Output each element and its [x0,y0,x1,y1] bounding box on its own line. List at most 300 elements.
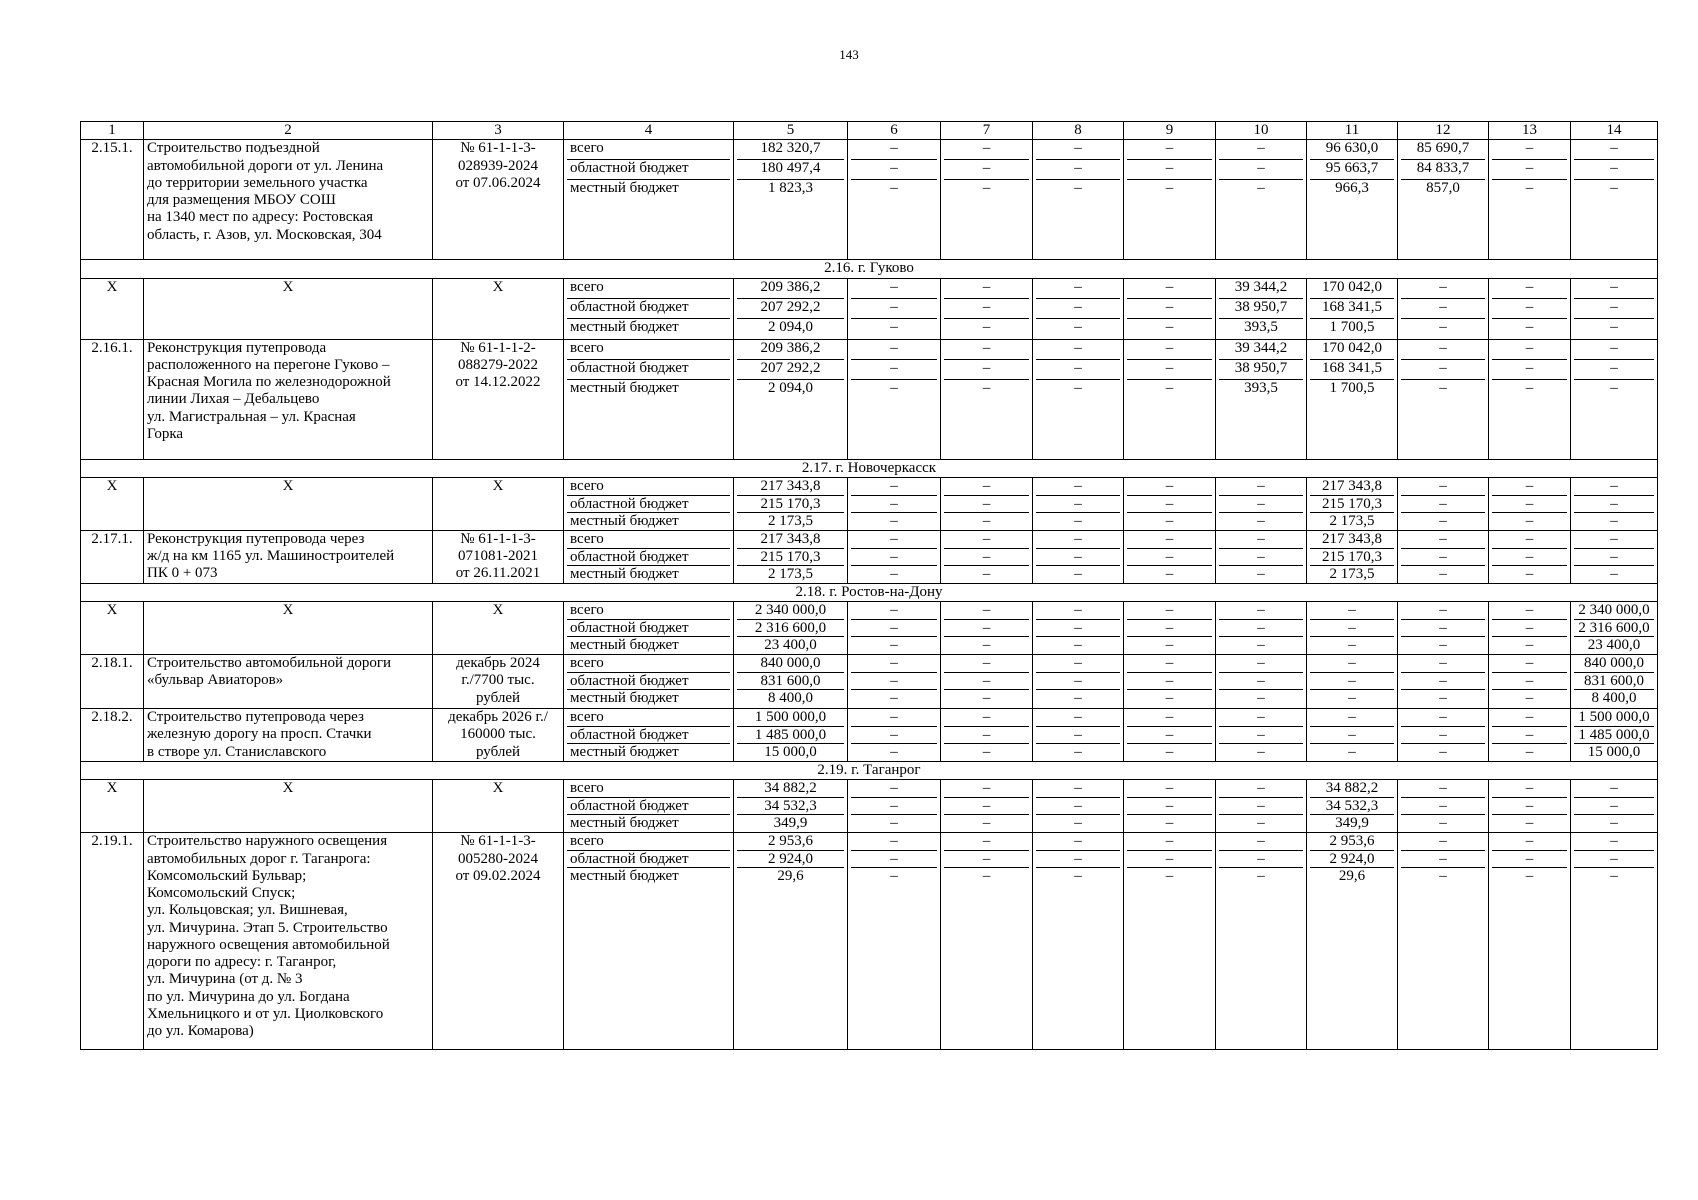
value-cell: 831 600,0 [1574,673,1654,690]
value-cell: – [1036,673,1120,690]
value-cell: – [1036,160,1120,180]
value-cell: 2 924,0 [737,851,844,868]
value-column [734,477,848,530]
page-number: 143 [839,47,859,62]
value-cell: 2 173,5 [768,565,813,582]
value-cell: – [1525,815,1534,832]
value-cell: 38 950,7 [1219,360,1303,380]
item-document-line: № 61-1-1-3- [460,530,536,547]
value-cell: – [1219,798,1303,815]
value-column [734,780,848,833]
value-cell: – [1401,531,1485,549]
value-cell: – [890,744,898,760]
value-cell: – [1610,512,1618,529]
value-cell: – [1492,798,1567,815]
item-name-line: до ул. Комарова) [147,1023,254,1039]
value-cell: 1 700,5 [1329,318,1375,335]
value-cell: – [851,496,937,513]
section-title: 2.18. г. Ростов-на-Дону [81,583,1658,601]
value-cell: – [1127,655,1212,673]
value-cell: – [1401,851,1485,868]
value-cell: – [1127,602,1212,620]
value-cell: – [851,833,937,851]
value-cell: 393,5 [1244,318,1278,335]
value-column [1033,140,1124,260]
value-cell: – [982,318,991,335]
value-cell: – [1525,379,1534,396]
budget-label: всего [567,531,730,549]
value-cell: – [851,478,937,496]
value-column [1124,140,1216,260]
value-cell: – [1219,140,1303,160]
value-column [1216,709,1307,762]
value-cell: – [1165,690,1174,706]
value-cell: 215 170,3 [1310,549,1394,566]
value-cell: – [1310,620,1394,637]
item-name-line: Строительство путепровода через [147,709,364,725]
item-name [144,530,433,583]
value-cell: 170 042,0 [1310,340,1394,360]
budget-labels [564,477,734,530]
header-cell: 7 [941,122,1033,140]
value-column [1033,655,1124,709]
value-column [1124,530,1216,583]
value-cell: – [944,833,1029,851]
value-cell: – [944,496,1029,513]
value-cell: – [1219,478,1303,496]
value-column [1398,530,1489,583]
budget-labels [564,278,734,339]
item-name-line: Х [282,780,294,797]
value-cell: – [1492,279,1567,299]
value-cell: – [1492,709,1567,727]
value-cell: – [1165,868,1174,885]
value-cell: 39 344,2 [1219,340,1303,360]
value-column [848,602,941,655]
value-column [1307,530,1398,583]
value-cell: – [1401,360,1485,380]
section-title: 2.17. г. Новочеркасск [81,459,1658,477]
value-cell: – [1036,496,1120,513]
value-cell: 831 600,0 [737,673,844,690]
item-name [144,655,433,709]
budget-label: местный бюджет [570,637,679,653]
value-column [1216,339,1307,459]
value-cell: – [1127,833,1212,851]
value-cell: – [944,709,1029,727]
item-number: Х [81,602,144,655]
item-name [144,602,433,655]
item-number: 2.18.2. [81,709,144,762]
item-name-line: Комсомольский Спуск; [147,885,296,901]
value-cell: – [1574,851,1654,868]
value-cell: 209 386,2 [737,340,844,360]
item-document-line: рублей [475,743,521,760]
value-cell: – [1401,655,1485,673]
header-cell: 6 [848,122,941,140]
value-column [848,530,941,583]
item-document-line: № 61-1-1-3- [460,833,536,850]
value-column [848,833,941,1050]
value-column [1124,339,1216,459]
value-column [1124,477,1216,530]
value-cell: 1 485 000,0 [737,727,844,744]
item-name-line: Строительство автомобильной дороги [147,655,392,671]
value-cell: – [1074,512,1082,529]
item-document-line: 028939-2024 [458,157,538,174]
item-document [433,477,564,530]
value-column [1033,530,1124,583]
budget-label: областной бюджет [567,496,730,513]
value-cell: 207 292,2 [737,360,844,380]
value-cell: – [1074,744,1082,760]
header-cell: 10 [1216,122,1307,140]
value-cell: – [890,512,898,529]
value-cell: 39 344,2 [1219,279,1303,299]
value-cell: 1 823,3 [768,180,813,197]
value-column [941,780,1033,833]
value-column [1398,833,1489,1050]
value-cell: – [1610,565,1618,582]
header-cell: 8 [1033,122,1124,140]
budget-label: всего [567,478,730,496]
value-cell: – [944,620,1029,637]
value-cell: 840 000,0 [1574,655,1654,673]
value-column [1124,278,1216,339]
value-cell: – [851,299,937,319]
budget-label: местный бюджет [570,512,679,529]
value-cell: – [944,340,1029,360]
value-cell: – [1219,780,1303,798]
value-cell: – [1257,690,1265,706]
item-document-line: декабрь 2024 [456,655,540,671]
value-cell: – [1401,299,1485,319]
value-cell: – [851,549,937,566]
budget-label: местный бюджет [570,744,679,760]
value-cell: – [1439,637,1447,653]
value-cell: 34 882,2 [1310,780,1394,798]
value-cell: 15 000,0 [1587,744,1641,760]
value-column [1571,602,1658,655]
item-name-line: Строительство наружного освещения [147,833,388,850]
item-name [144,780,433,833]
value-column [1307,477,1398,530]
value-cell: 96 630,0 [1310,140,1394,160]
budget-labels [564,530,734,583]
value-cell: – [944,655,1029,673]
value-cell: 34 532,3 [1310,798,1394,815]
value-cell: – [1610,318,1618,335]
value-cell: 29,6 [1338,868,1366,885]
value-column [1124,833,1216,1050]
value-cell: – [851,602,937,620]
value-cell: – [1310,655,1394,673]
value-cell: – [1348,690,1356,706]
value-cell: – [1439,690,1447,706]
value-cell: 2 340 000,0 [1574,602,1654,620]
item-document [433,278,564,339]
value-cell: 2 316 600,0 [737,620,844,637]
item-document [433,339,564,459]
value-cell: – [1401,673,1485,690]
item-name-line: Х [282,278,294,295]
value-column [1489,780,1571,833]
value-cell: – [1219,496,1303,513]
value-column [848,278,941,339]
value-cell: – [982,868,991,885]
value-cell: – [1492,496,1567,513]
item-name [144,833,433,1050]
value-cell: 217 343,8 [1310,478,1394,496]
table-row [81,477,1658,530]
value-cell: 182 320,7 [737,140,844,160]
value-cell: – [1036,727,1120,744]
item-document-line: Х [492,780,504,797]
item-name-line: ж/д на км 1165 ул. Машиностроителей [147,548,395,564]
budget-label: местный бюджет [570,379,679,396]
value-cell: – [982,815,991,832]
value-cell: – [1574,360,1654,380]
value-column [941,339,1033,459]
value-cell: – [1401,620,1485,637]
value-column [848,655,941,709]
value-cell: 209 386,2 [737,279,844,299]
header-row [81,122,1658,140]
item-name-line: линии Лихая – Дебальцево [147,391,320,408]
value-cell: – [982,744,991,760]
item-name-line: в створе ул. Станиславского [147,743,327,760]
value-cell: – [1074,379,1082,396]
value-cell: – [1439,318,1447,335]
value-cell: 217 343,8 [737,478,844,496]
budget-label: всего [567,340,730,360]
value-cell: – [944,851,1029,868]
value-cell: – [1165,637,1174,653]
item-document-line: 088279-2022 [458,356,538,373]
value-cell: – [1439,565,1447,582]
value-column [1307,278,1398,339]
value-cell: – [1401,833,1485,851]
value-cell: – [1439,815,1447,832]
value-cell: – [1036,833,1120,851]
value-cell: – [1127,780,1212,798]
item-name-line: для размещения МБОУ СОШ [147,192,336,208]
value-cell: – [1574,299,1654,319]
value-cell: – [851,620,937,637]
value-cell: – [1036,531,1120,549]
value-cell: – [1219,549,1303,566]
value-cell: – [1310,727,1394,744]
value-cell: – [1165,512,1174,529]
value-column [1216,833,1307,1050]
value-cell: – [1127,709,1212,727]
value-cell: – [1219,531,1303,549]
value-column [941,140,1033,260]
value-cell: – [1127,531,1212,549]
budget-label: всего [567,655,730,673]
value-cell: – [1401,478,1485,496]
value-cell: – [1574,531,1654,549]
value-cell: 217 343,8 [737,531,844,549]
value-cell: 1 500 000,0 [1574,709,1654,727]
budget-label: местный бюджет [570,318,679,335]
value-cell: – [851,531,937,549]
value-cell: – [1439,379,1447,396]
value-cell: – [1401,549,1485,566]
value-column [848,339,941,459]
value-column [1124,709,1216,762]
item-name-line: автомобильных дорог г. Таганрога: [147,850,371,867]
value-cell: – [1074,565,1082,582]
value-column [1571,780,1658,833]
value-cell: – [1401,727,1485,744]
value-column [1571,477,1658,530]
value-cell: – [1492,531,1567,549]
value-column [941,278,1033,339]
value-cell: – [1610,180,1618,197]
value-cell: – [982,690,991,706]
value-cell: – [1127,549,1212,566]
item-document [433,780,564,833]
section-title: 2.16. г. Гуково [81,260,1658,278]
value-cell: – [1525,868,1534,885]
value-cell: 217 343,8 [1310,531,1394,549]
header-cell: 9 [1124,122,1216,140]
value-cell: 2 173,5 [1329,512,1375,529]
item-name-line: ул. Кольцовская; ул. Вишневая, [147,902,348,919]
value-cell: – [1492,833,1567,851]
value-cell: – [1401,340,1485,360]
header-cell: 12 [1398,122,1489,140]
value-cell: – [1127,798,1212,815]
value-cell: 2 094,0 [768,318,813,335]
value-cell: – [1165,565,1174,582]
value-cell: – [890,180,898,197]
budget-labels [564,833,734,1050]
item-document-line: от 07.06.2024 [455,174,541,191]
value-column [941,530,1033,583]
value-cell: – [1036,620,1120,637]
item-document [433,530,564,583]
item-number: 2.17.1. [81,530,144,583]
value-column [1398,477,1489,530]
value-cell: – [890,318,898,335]
item-name-line: Хмельницкого и от ул. Циолковского [147,1005,384,1022]
value-cell: – [1127,478,1212,496]
value-cell: – [1257,180,1265,197]
budget-label: всего [567,833,730,851]
value-column [1307,655,1398,709]
value-cell: – [1348,637,1356,653]
item-name-line: «бульвар Авиаторов» [147,672,284,689]
value-column [734,709,848,762]
value-cell: 207 292,2 [737,299,844,319]
value-column [1489,833,1571,1050]
value-column [1398,602,1489,655]
value-cell: – [1036,798,1120,815]
value-cell: – [1401,602,1485,620]
value-cell: 38 950,7 [1219,299,1303,319]
header-cell: 1 [81,122,144,140]
value-cell: – [1257,512,1265,529]
value-column [734,602,848,655]
table-row [81,709,1658,762]
item-document-line: декабрь 2026 г./ [448,709,548,725]
value-cell: 29,6 [777,868,804,885]
value-cell: – [1401,780,1485,798]
value-column [1033,339,1124,459]
value-column [1489,530,1571,583]
value-cell: – [1574,140,1654,160]
value-cell: 1 500 000,0 [737,709,844,727]
value-cell: 840 000,0 [737,655,844,673]
budget-label: местный бюджет [570,565,679,582]
value-cell: – [1257,565,1265,582]
header-cell: 5 [734,122,848,140]
table-row [81,780,1658,833]
value-column [848,780,941,833]
value-cell: – [1219,160,1303,180]
value-cell: – [1492,620,1567,637]
item-name-line: железную дорогу на просп. Стачки [147,726,372,743]
item-document-line: рублей [475,689,521,706]
budget-labels [564,709,734,762]
value-cell: – [890,565,898,582]
value-cell: – [1492,160,1567,180]
value-cell: – [1036,478,1120,496]
value-cell: 2 953,6 [737,833,844,851]
budget-label: областной бюджет [567,620,730,637]
value-cell: – [1219,833,1303,851]
table-row [81,278,1658,339]
value-cell: – [1310,602,1394,620]
value-column [1571,833,1658,1050]
item-name [144,278,433,339]
value-cell: – [1401,279,1485,299]
value-cell: – [1310,709,1394,727]
value-cell: – [1127,673,1212,690]
value-cell: – [1127,727,1212,744]
budget-label: областной бюджет [567,360,730,380]
value-column [1489,709,1571,762]
value-cell: – [982,512,991,529]
value-cell: – [890,379,898,396]
value-column [1124,655,1216,709]
value-cell: – [851,279,937,299]
value-cell: – [944,478,1029,496]
value-cell: – [851,340,937,360]
item-number: Х [81,780,144,833]
value-cell: – [1074,180,1082,197]
value-cell: – [1219,602,1303,620]
value-cell: – [1492,602,1567,620]
value-cell: – [1492,727,1567,744]
item-document [433,833,564,1050]
value-cell: – [1074,637,1082,653]
value-column [1489,278,1571,339]
value-column [941,602,1033,655]
item-number: Х [81,278,144,339]
item-name-line: до территории земельного участка [147,174,368,191]
header-cell: 13 [1489,122,1571,140]
header-cell: 4 [564,122,734,140]
table-row [81,339,1658,459]
value-column [1216,278,1307,339]
item-name [144,140,433,260]
budget-label: местный бюджет [570,180,679,197]
value-cell: – [1492,140,1567,160]
budget-label: местный бюджет [570,690,679,706]
